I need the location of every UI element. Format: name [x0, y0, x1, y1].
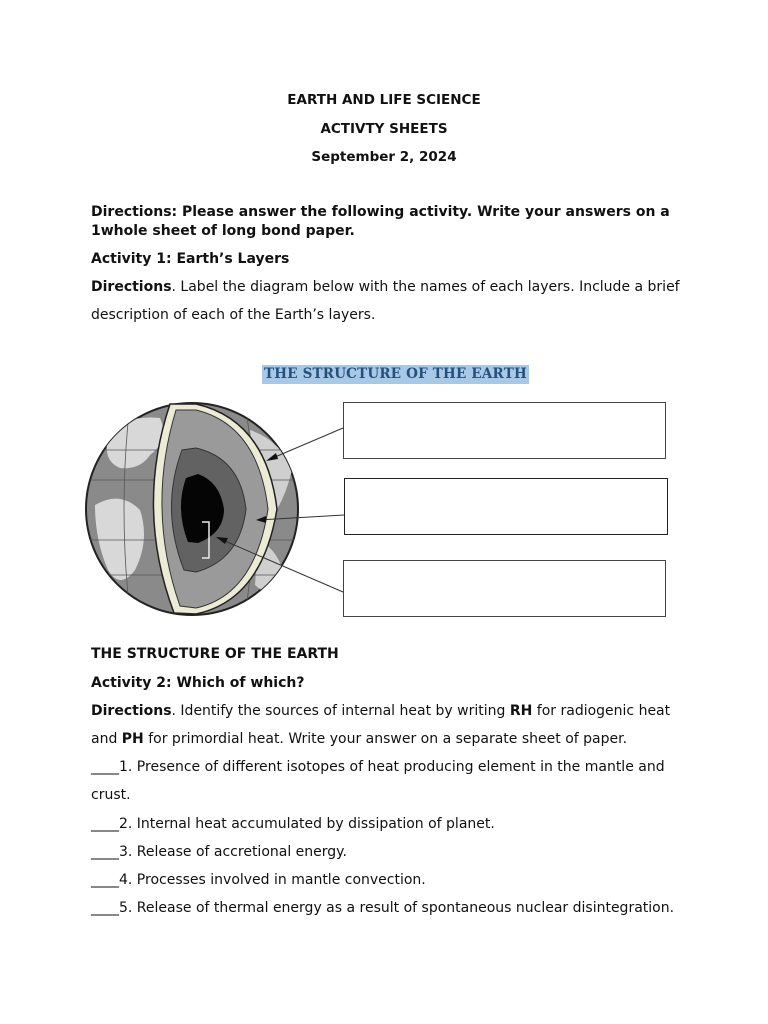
date-heading: September 2, 2024 — [311, 149, 457, 165]
sheet-heading: ACTIVTY SHEETS — [320, 121, 448, 137]
activity1-directions-line1 — [91, 279, 680, 295]
activity2-directions-label: Directions — [91, 703, 172, 719]
activity1-directions-line2: description of each of the Earth’s layers. — [91, 307, 376, 323]
general-directions-line2: 1whole sheet of long bond paper. — [91, 223, 355, 239]
activity2-directions-text1: . Identify the sources of internal heat by writing — [171, 703, 510, 719]
activity2-directions-text3: for primordial heat. Write your answer on a separate sheet of paper. — [143, 731, 628, 747]
activity1-title: Activity 1: Earth’s Layers — [91, 251, 290, 267]
label-box-1[interactable] — [343, 402, 666, 459]
leader-line-1 — [268, 428, 343, 460]
activity2-directions-text2: for radiogenic heat — [532, 703, 671, 719]
figure-title: THE STRUCTURE OF THE EARTH — [264, 366, 527, 382]
question-4: ____4. Processes involved in mantle convection. — [91, 872, 426, 888]
activity2-title: Activity 2: Which of which? — [91, 675, 305, 691]
question-5: ____5. Release of thermal energy as a result of spontaneous nuclear disintegration. — [91, 900, 675, 916]
and-word: and — [91, 731, 122, 747]
section-title: THE STRUCTURE OF THE EARTH — [91, 646, 339, 662]
question-3: ____3. Release of accretional energy. — [91, 844, 347, 860]
label-box-2[interactable] — [344, 478, 668, 535]
subject-heading: EARTH AND LIFE SCIENCE — [287, 92, 481, 108]
activity1-directions-label: Directions — [91, 279, 172, 295]
question-2: ____2. Internal heat accumulated by dissipation of planet. — [91, 816, 495, 832]
activity2-directions-line1 — [91, 703, 670, 719]
ph-code: PH — [121, 731, 144, 747]
label-box-3[interactable] — [343, 560, 666, 617]
activity1-directions-text: . Label the diagram below with the names of each layers. Include a brief — [171, 279, 680, 295]
general-directions-line1: Directions: Please answer the following activity. Write your answers on a — [91, 204, 670, 220]
rh-code: RH — [509, 703, 533, 719]
question-1-line1: ____1. Presence of different isotopes of heat producing element in the mantle and — [91, 759, 665, 775]
activity2-directions-line2 — [91, 731, 627, 747]
question-1-line2: crust. — [91, 787, 131, 803]
